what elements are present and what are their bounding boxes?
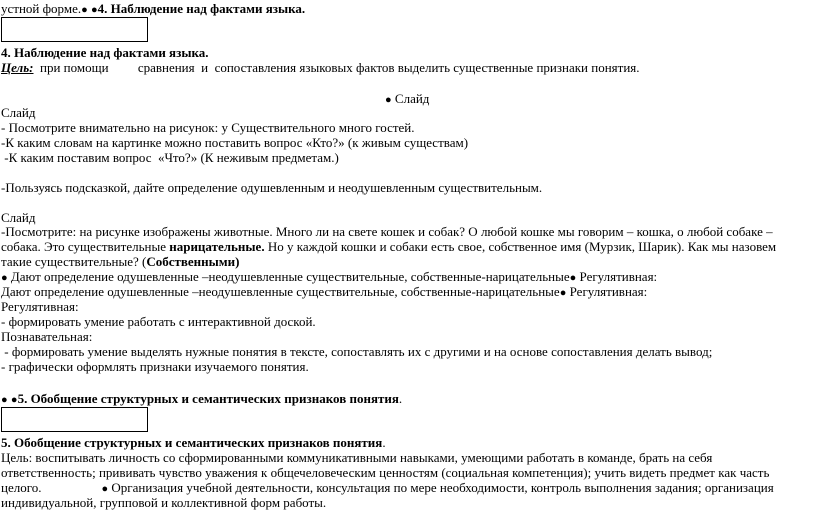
slide-label: Слайд — [1, 210, 36, 225]
paragraph: -К каким словам на картинке можно поставить вопрос «Кто?» (к живым существам) — [1, 135, 469, 150]
section-title: 4. Наблюдение над фактами языка. — [97, 1, 306, 16]
text: устной форме. — [1, 1, 82, 16]
bullet-icon: ● — [1, 394, 8, 406]
bullet-icon: ● — [1, 272, 8, 284]
paragraph: Регулятивная: — [1, 299, 79, 314]
line-5: ● ●5. Обобщение структурных и семантических признаков понятия. — [1, 391, 403, 406]
bullet-icon: ● — [10, 394, 18, 406]
paragraph: целого. ● Организация учебной деятельности, консультация по мере необходимости, контроль выполнения задания; организация — [1, 480, 774, 495]
bullet-icon: ● — [91, 4, 98, 16]
paragraph: -К каким поставим вопрос «Что?» (К неживым предметам.) — [1, 150, 339, 165]
goal-label: Цель: — [1, 60, 34, 75]
heading-5: 5. Обобщение структурных и семантических признаков понятия. — [1, 435, 386, 450]
paragraph: - формировать умение работать с интерактивной доской. — [1, 314, 316, 329]
paragraph: -Пользуясь подсказкой, дайте определение одушевленным и неодушевленным существительным. — [1, 180, 543, 195]
paragraph: Цель: воспитывать личность со сформированными коммуникативными навыками, умеющими работать в команде, брать на себя — [1, 450, 713, 465]
paragraph: индивидуальной, групповой и коллективной форм работы. — [1, 495, 327, 510]
paragraph: - графически оформлять признаки изучаемого понятия. — [1, 359, 309, 374]
paragraph: собака. Это существительные нарицательные. Но у каждой кошки и собаки есть свое, собственное имя (Мурзик, Шарик). Как мы назовем — [1, 239, 777, 254]
goal-line: Цель: при помощи сравнения и сопоставления языковых фактов выделить существенные признаки понятия. — [1, 60, 640, 75]
empty-box — [1, 407, 148, 432]
paragraph: Дают определение одушевленные –неодушевленные существительные, собственные-нарицательные● Регулятивная: — [1, 284, 648, 299]
paragraph: такие существительные? (Собственными) — [1, 254, 240, 269]
bullet-icon: ● — [81, 4, 88, 16]
bullet-icon: ● — [385, 94, 392, 106]
bullet-icon: ● — [569, 272, 577, 284]
bullet-icon: ● — [559, 287, 567, 299]
heading-4: 4. Наблюдение над фактами языка. — [1, 45, 209, 60]
paragraph: Познавательная: — [1, 329, 93, 344]
paragraph: - формировать умение выделять нужные понятия в тексте, сопоставлять их с другими и на основе сопоставления делать вывод; — [1, 344, 713, 359]
empty-box — [1, 17, 148, 42]
slide-center: ● Слайд — [385, 91, 430, 106]
paragraph: ● Дают определение одушевленные –неодушевленные существительные, собственные-нарицательные● Регулятивная: — [1, 269, 658, 284]
slide-label: Слайд — [1, 105, 36, 120]
paragraph: - Посмотрите внимательно на рисунок: у Существительного много гостей. — [1, 120, 415, 135]
paragraph: ответственность; прививать чувство уважения к общечеловеческим ценностям (социальная компетенция); учить видеть предмет как часть — [1, 465, 770, 480]
paragraph: -Посмотрите: на рисунке изображены животные. Много ли на свете кошек и собак? О любой кошке мы говорим – кошка, о любой собаке – — [1, 224, 773, 239]
bullet-icon: ● — [101, 483, 109, 495]
line-1 — [1, 1, 305, 18]
